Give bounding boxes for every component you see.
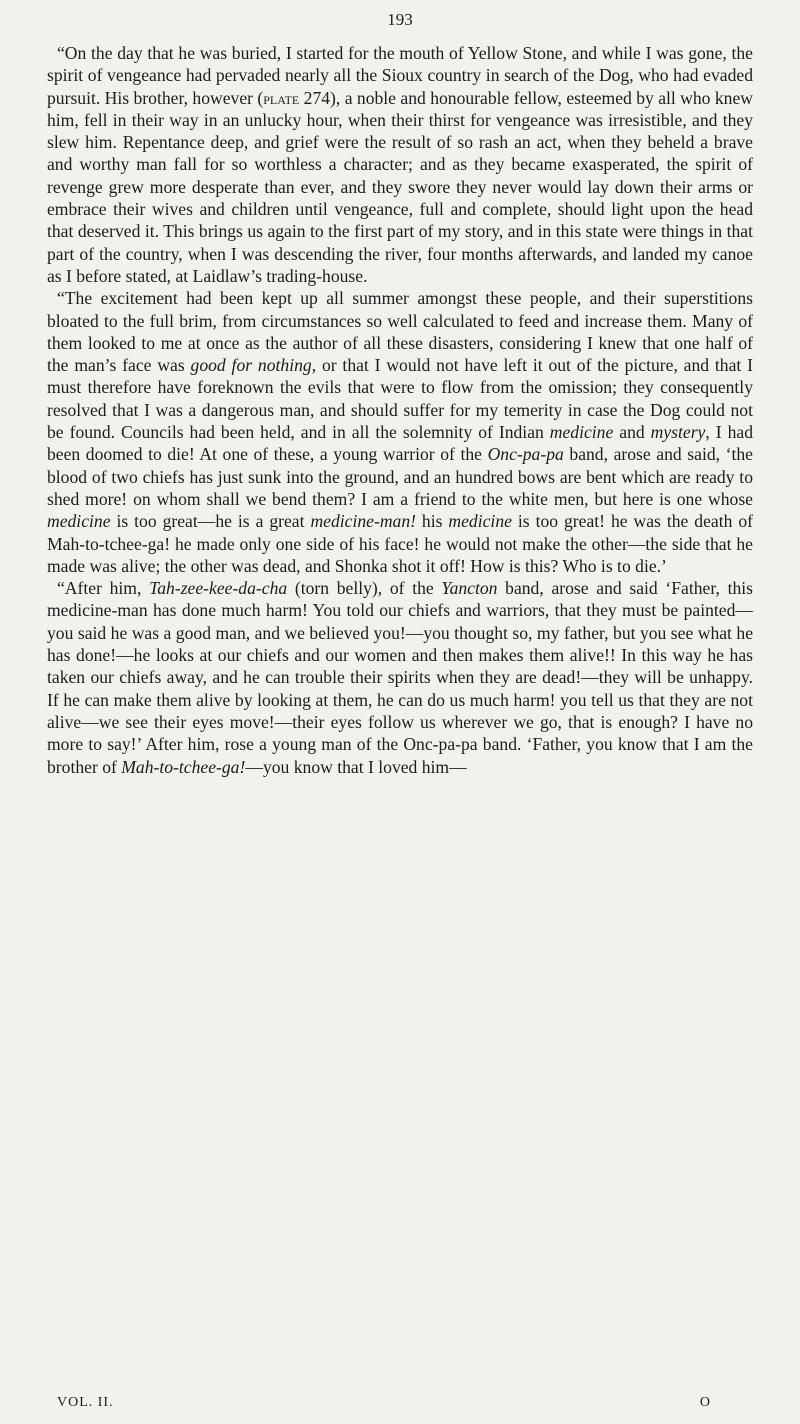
volume-label: VOL. II.	[57, 1395, 114, 1410]
text-run: “After him,	[57, 578, 150, 599]
page-footer	[57, 1395, 711, 1411]
paragraph	[47, 287, 753, 577]
italic-run: Mah-to-tchee-ga!	[121, 756, 246, 777]
text-run: , or that I would not have left it out of the picture, and that I must therefore have foreknown the evils that were to flow from the omission; they consequently resolved that I was a dangerous man, and should suffer for my temerity in case the Dog could not be found. Councils had been held, and in all the solemnity of Indian	[47, 355, 754, 443]
body-text	[47, 42, 753, 778]
italic-run: medicine-man!	[310, 511, 416, 532]
paragraph	[47, 42, 753, 287]
page-number: 193	[387, 10, 413, 29]
italic-run: mystery	[650, 422, 706, 443]
text-run: band, arose and said ‘Father, this medicine-man has done much harm! You told our chiefs and warriors, that they must be painted—you said he was a good man, and we believed you!—you thought so, my father, but you see what he has done!—he looks at our chiefs and our women and then makes them alive!! In this way he has taken our chiefs away, and he can trouble their spirits when they are dead!—they will be unhappy. If he can make them alive by looking at them, he can do us much harm! you tell us that they are not alive—we see their eyes move!—their eyes follow us wherever we go, that is enough? I have no more to say!’ After him, rose a young man of the Onc-pa-pa band. ‘Father, you know that I am the brother of	[47, 578, 753, 777]
italic-run: medicine	[448, 511, 512, 532]
text-run: “The excitement had been kept up all summer amongst these people, and their superstitions bloated to the full brim, from circumstances so well calculated to feed and increase them. Many of them looked to me at once as the author of all these disasters, considering I knew that one half of the man’s face was	[47, 288, 753, 376]
text-run: band, arose and said, ‘the blood of two chiefs has just sunk into the ground, and an hundred bows are bent which are ready to shed more! on whom shall we bend them? I am a friend to the white men, but here is one whose	[47, 444, 753, 509]
small-caps-run: plate	[263, 87, 300, 108]
italic-run: medicine	[47, 511, 111, 532]
italic-run: good for nothing	[190, 355, 312, 376]
text-run: is too great! he was the death of Mah-to-tchee-ga! he made only one side of his face! he would not make the other—the side that he made was alive; the other was dead, and Shonka shot it off! How is this? Who is to die.’	[47, 511, 753, 576]
text-run: , I had been doomed to die! At one of these, a young warrior of the	[47, 422, 753, 465]
italic-run: medicine	[549, 422, 614, 443]
text-run: is too great—he is a great	[110, 511, 311, 532]
text-run: his	[415, 511, 449, 532]
signature-mark: O	[699, 1395, 711, 1410]
text-run: “On the day that he was buried, I started for the mouth of Yellow Stone, and while I was gone, the spirit of vengeance had pervaded nearly all the Sioux country in search of the Dog, who had evaded pursuit. His brother, however (	[47, 43, 753, 108]
italic-run: Onc-pa-pa	[487, 444, 564, 465]
text-run: —you know that I loved him—	[245, 756, 467, 777]
text-run: 274), a noble and honourable fellow, esteemed by all who knew him, fell in their way in an unlucky hour, when their thirst for vengeance was irresistible, and they slew him. Repentance deep, and grief were the result of so rash an act, when they beheld a brave and worthy man fall for so worthless a character; and as they became exasperated, the spirit of revenge grew more desperate than ever, and they swore they never would lay down their arms or embrace their wives and children until vengeance, full and complete, should light upon the head that deserved it. This brings us again to the first part of my story, and in this state were things in that part of the country, when I was descending the river, four months afterwards, and landed my canoe as I before stated, at Laidlaw’s trading-house.	[47, 87, 753, 286]
text-run: and	[613, 422, 651, 443]
text-run: (torn belly), of the	[287, 578, 442, 599]
paragraph	[47, 577, 753, 778]
italic-run: Yancton	[441, 578, 498, 599]
italic-run: Tah-zee-kee-da-cha	[149, 578, 288, 599]
